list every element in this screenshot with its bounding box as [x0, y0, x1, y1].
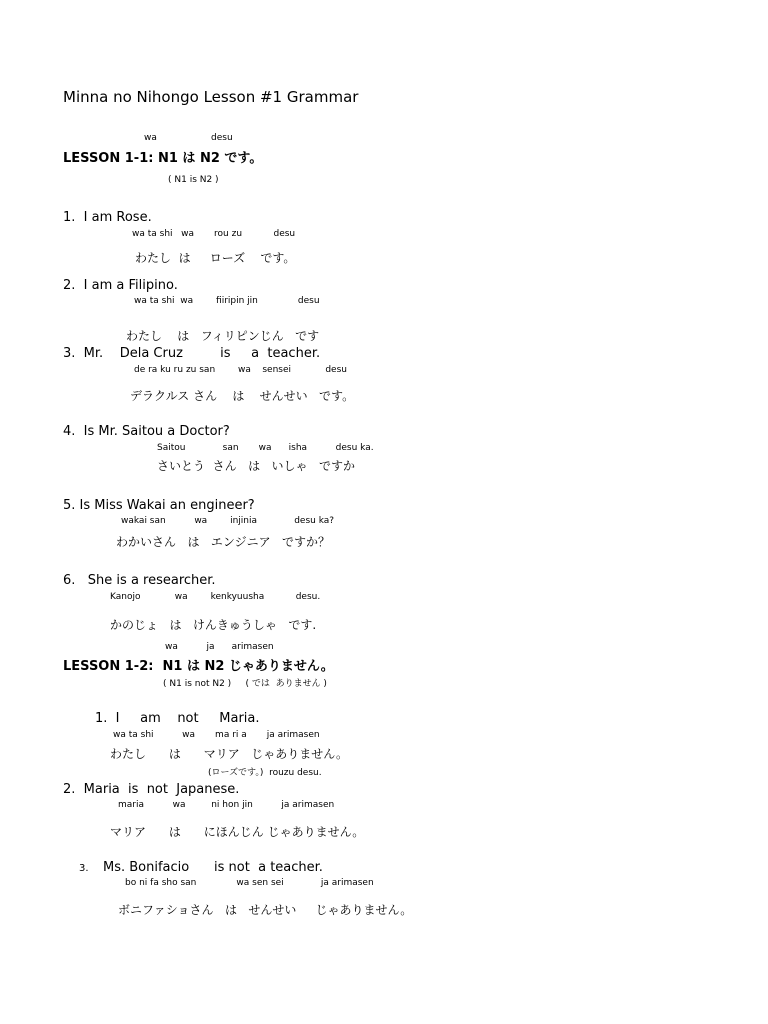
sentence-3-romaji: de ra ku ru zu san wa sensei desu	[134, 365, 347, 375]
lesson-1-2-heading: LESSON 1-2: N1 は N2 じゃありません。	[63, 659, 334, 674]
sentence-3-japanese: デラクルス さん は せんせい です。	[130, 389, 355, 403]
negative-3-japanese: ボニファショさん は せんせい じゃありません。	[118, 903, 413, 917]
negative-1-japanese: わたし は マリア じゃありません。	[110, 747, 348, 761]
sentence-1-romaji: wa ta shi wa rou zu desu	[132, 229, 296, 239]
lesson-1-2-romaji: wa ja arimasen	[165, 642, 274, 652]
romaji-wa-label: wa	[144, 133, 157, 143]
sentence-2-romaji: wa ta shi wa fiiripin jin desu	[134, 296, 320, 306]
sentence-1-english: 1. I am Rose.	[63, 210, 152, 225]
negative-2-romaji: maria wa ni hon jin ja arimasen	[118, 800, 335, 810]
page-title: Minna no Nihongo Lesson #1 Grammar	[63, 88, 359, 106]
sentence-4-romaji: Saitou san wa isha desu ka.	[157, 443, 374, 453]
negative-1-english: 1. I am not Maria.	[95, 711, 260, 726]
sentence-5-japanese: わかいさん は エンジニア ですか？	[116, 535, 331, 549]
negative-1-note: (ローズです。) rouzu desu.	[208, 768, 322, 778]
sentence-5-english: 5. Is Miss Wakai an engineer?	[63, 498, 255, 513]
negative-2-japanese: マリア は にほんじん じゃありません。	[110, 825, 365, 839]
negative-2-english: 2. Maria is not Japanese.	[63, 782, 240, 797]
sentence-5-romaji: wakai san wa injinia desu ka?	[121, 516, 335, 526]
sentence-6-japanese: かのじょ は けんきゅうしゃ です.	[110, 618, 317, 632]
negative-3-number: 3.	[79, 863, 89, 874]
lesson-1-1-gloss: ( N1 is N2 )	[168, 175, 219, 185]
lesson-1-1-heading: LESSON 1-1: N1 は N2 です。	[63, 151, 263, 166]
sentence-2-japanese: わたし は フィリピンじん です	[126, 329, 320, 343]
lesson-1-2-gloss: ( N1 is not N2 ) ( では ありません )	[163, 679, 327, 689]
sentence-2-english: 2. I am a Filipino.	[63, 278, 178, 293]
sentence-1-japanese: わたし は ローズ です。	[135, 251, 296, 265]
sentence-3-english: 3. Mr. Dela Cruz is a teacher.	[63, 346, 321, 361]
negative-3-romaji: bo ni fa sho san wa sen sei ja arimasen	[125, 878, 374, 888]
romaji-desu-label: desu	[211, 133, 233, 143]
negative-1-romaji: wa ta shi wa ma ri a ja arimasen	[113, 730, 320, 740]
sentence-6-english: 6. She is a researcher.	[63, 573, 216, 588]
sentence-4-english: 4. Is Mr. Saitou a Doctor?	[63, 424, 230, 439]
sentence-4-japanese: さいとう さん は いしゃ ですか	[157, 459, 355, 473]
sentence-6-romaji: Kanojo wa kenkyuusha desu.	[110, 592, 321, 602]
negative-3-english: Ms. Bonifacio is not a teacher.	[103, 860, 323, 875]
